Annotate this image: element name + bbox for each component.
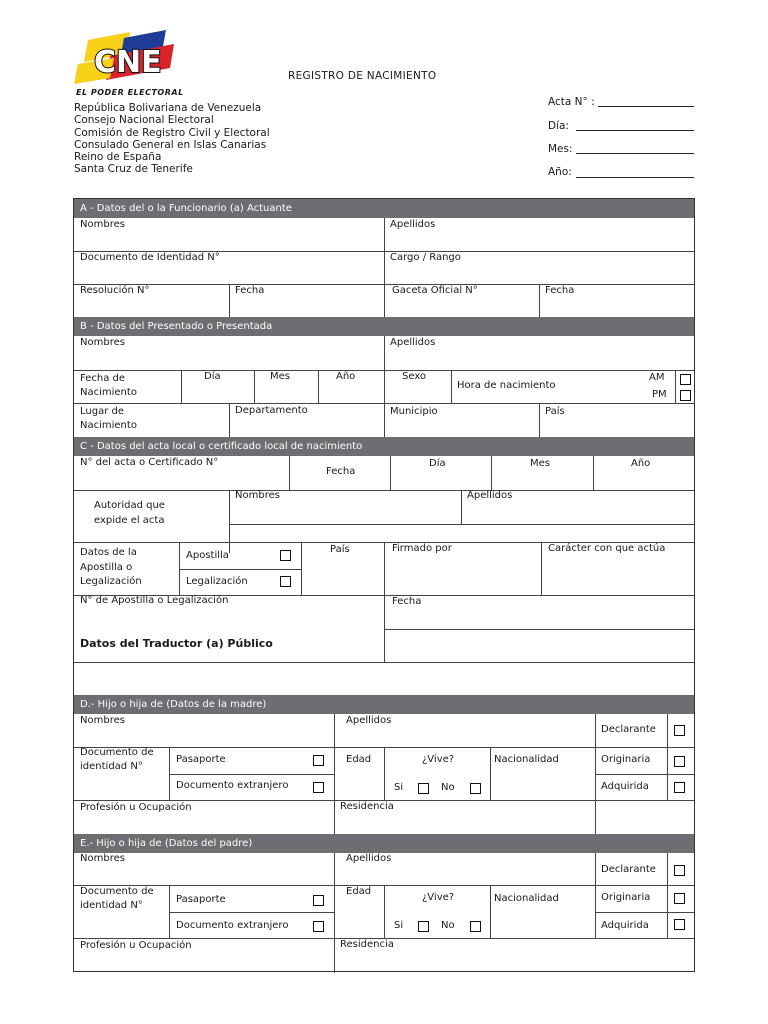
c-legalizacion-label: Legalización <box>186 576 248 587</box>
d-no-label: No <box>441 782 455 793</box>
institution-line: Comisión de Registro Civil y Electoral <box>74 126 270 139</box>
e-no-label: No <box>441 920 455 931</box>
institution-block <box>74 102 270 176</box>
b-municipio-field[interactable]: Municipio <box>390 406 438 417</box>
d-doc-label-2: identidad N° <box>80 761 143 772</box>
e-adquirida-checkbox[interactable] <box>674 919 685 930</box>
a-cargo-field[interactable]: Cargo / Rango <box>390 252 461 263</box>
c-traductor-field[interactable] <box>74 663 694 695</box>
d-nombres-field[interactable]: Nombres <box>80 715 125 726</box>
institution-line: Consejo Nacional Electoral <box>74 114 214 127</box>
c-dia-field[interactable]: Día <box>429 458 446 469</box>
a-fecha-gaceta-field[interactable]: Fecha <box>545 285 575 296</box>
a-documento-field[interactable]: Documento de Identidad N° <box>80 252 220 263</box>
logo-subtitle: EL PODER ELECTORAL <box>76 88 184 97</box>
c-autoridad-label-2: expide el acta <box>94 515 165 526</box>
a-apellidos-field[interactable]: Apellidos <box>390 219 436 230</box>
c-datos-label-2: Apostilla o <box>80 562 133 573</box>
c-pais-field[interactable]: País <box>330 544 350 555</box>
e-pasaporte-label: Pasaporte <box>176 894 226 905</box>
d-nacionalidad-label: Nacionalidad <box>494 754 559 765</box>
e-doc-extranjero-checkbox[interactable] <box>313 921 324 932</box>
c-datos-label-3: Legalización <box>80 576 142 587</box>
e-declarante-checkbox[interactable] <box>674 865 685 876</box>
acta-year-label: Año: <box>548 166 572 178</box>
d-profesion-field[interactable]: Profesión u Ocupación <box>80 802 192 813</box>
acta-year-field[interactable] <box>576 177 694 178</box>
d-si-label: Si <box>394 782 404 793</box>
institution-line: Consulado General en Islas Canarias <box>74 138 267 151</box>
registration-form <box>73 198 695 972</box>
c-datos-label-1: Datos de la <box>80 547 137 558</box>
e-originaria-label: Originaria <box>601 892 651 903</box>
section-c-header: C - Datos del acta local o certificado local de nacimiento <box>74 437 694 456</box>
document-title: REGISTRO DE NACIMIENTO <box>288 70 437 82</box>
e-pasaporte-checkbox[interactable] <box>313 895 324 906</box>
d-originaria-checkbox[interactable] <box>674 756 685 767</box>
c-firmado-field[interactable]: Firmado por <box>392 543 452 554</box>
d-declarante-checkbox[interactable] <box>674 725 685 736</box>
c-anio-field[interactable]: Año <box>631 458 651 469</box>
acta-number-field[interactable] <box>598 106 694 107</box>
c-autoridad-label-1: Autoridad que <box>94 500 165 511</box>
e-no-checkbox[interactable] <box>470 921 481 932</box>
d-adquirida-checkbox[interactable] <box>674 782 685 793</box>
e-profesion-field[interactable]: Profesión u Ocupación <box>80 940 192 951</box>
b-pm-checkbox[interactable] <box>680 390 691 401</box>
e-originaria-checkbox[interactable] <box>674 893 685 904</box>
d-pasaporte-checkbox[interactable] <box>313 755 324 766</box>
d-adquirida-label: Adquirida <box>601 781 649 792</box>
section-b-header: B - Datos del Presentado o Presentada <box>74 317 694 336</box>
acta-day-field[interactable] <box>576 130 694 131</box>
b-departamento-field[interactable]: Departamento <box>235 405 308 416</box>
e-vive-label: ¿Vive? <box>422 892 455 903</box>
e-nacionalidad-label: Nacionalidad <box>494 893 559 904</box>
d-apellidos-field[interactable]: Apellidos <box>346 715 392 726</box>
acta-day-label: Día: <box>548 120 569 132</box>
section-a-header: A - Datos del o la Funcionario (a) Actuante <box>74 199 694 218</box>
d-declarante-label: Declarante <box>601 724 656 735</box>
d-vive-label: ¿Vive? <box>422 754 455 765</box>
institution-line: Santa Cruz de Tenerife <box>74 163 193 176</box>
d-no-checkbox[interactable] <box>470 783 481 794</box>
c-traductor-heading: Datos del Traductor (a) Público <box>80 637 273 650</box>
b-am-label: AM <box>649 372 665 383</box>
acta-month-field[interactable] <box>576 153 694 154</box>
institution-line: Reino de España <box>74 151 162 164</box>
c-legalizacion-checkbox[interactable] <box>280 576 291 587</box>
b-fecha-label-2: Nacimiento <box>80 387 137 398</box>
e-residencia-field[interactable]: Residencia <box>340 939 394 950</box>
c-numero-apostilla-field[interactable]: N° de Apostilla o Legalización <box>80 595 229 606</box>
e-doc-extranjero-label: Documento extranjero <box>176 920 289 931</box>
e-si-label: Si <box>394 920 404 931</box>
e-nombres-field[interactable]: Nombres <box>80 853 125 864</box>
c-caracter-field[interactable]: Carácter con que actúa <box>548 543 666 554</box>
a-gaceta-field[interactable]: Gaceta Oficial N° <box>392 285 478 296</box>
acta-number-label: Acta N° : <box>548 96 595 108</box>
b-pais-field[interactable]: País <box>545 406 565 417</box>
c-fecha-apostilla-field[interactable]: Fecha <box>392 596 422 607</box>
c-numero-acta-field[interactable]: N° del acta o Certificado N° <box>80 457 219 468</box>
svg-text:CNE: CNE <box>94 45 162 80</box>
c-fecha-field[interactable]: Fecha <box>326 466 356 477</box>
d-doc-label-1: Documento de <box>80 747 154 758</box>
c-autoridad-apellidos-field[interactable]: Apellidos <box>467 490 513 501</box>
section-e-header: E.- Hijo o hija de (Datos del padre) <box>74 834 694 853</box>
institution-line: República Bolivariana de Venezuela <box>74 102 262 114</box>
c-autoridad-nombres-field[interactable]: Nombres <box>235 490 280 501</box>
d-doc-extranjero-checkbox[interactable] <box>313 782 324 793</box>
b-sexo-field[interactable]: Sexo <box>402 371 427 382</box>
b-hora-field[interactable]: Hora de nacimiento <box>457 380 556 391</box>
d-edad-field[interactable]: Edad <box>346 754 372 765</box>
b-lugar-label-2: Nacimiento <box>80 420 137 431</box>
d-residencia-field[interactable]: Residencia <box>340 801 394 812</box>
a-nombres-field[interactable]: Nombres <box>80 219 125 230</box>
b-nombres-field[interactable]: Nombres <box>80 337 125 348</box>
b-apellidos-field[interactable]: Apellidos <box>390 337 436 348</box>
b-am-checkbox[interactable] <box>680 374 691 385</box>
a-fecha-resolucion-field[interactable]: Fecha <box>235 285 265 296</box>
e-declarante-label: Declarante <box>601 864 656 875</box>
d-si-checkbox[interactable] <box>418 783 429 794</box>
d-originaria-label: Originaria <box>601 754 651 765</box>
c-apostilla-checkbox[interactable] <box>280 550 291 561</box>
e-apellidos-field[interactable]: Apellidos <box>346 853 392 864</box>
d-pasaporte-label: Pasaporte <box>176 754 226 765</box>
acta-month-label: Mes: <box>548 143 573 155</box>
b-lugar-label-1: Lugar de <box>80 406 124 417</box>
b-pm-label: PM <box>652 389 667 400</box>
section-d-header: D.- Hijo o hija de (Datos de la madre) <box>74 695 694 714</box>
b-dia-field[interactable]: Día <box>204 371 221 382</box>
a-resolucion-field[interactable]: Resolución N° <box>80 285 150 296</box>
e-edad-field[interactable]: Edad <box>346 886 372 897</box>
b-fecha-label-1: Fecha de <box>80 373 125 384</box>
d-doc-extranjero-label: Documento extranjero <box>176 780 289 791</box>
e-adquirida-label: Adquirida <box>601 920 649 931</box>
c-apostilla-label: Apostilla <box>186 550 229 561</box>
b-anio-field[interactable]: Año <box>336 371 356 382</box>
e-si-checkbox[interactable] <box>418 921 429 932</box>
c-mes-field[interactable]: Mes <box>530 458 550 469</box>
e-doc-label-2: identidad N° <box>80 900 143 911</box>
b-mes-field[interactable]: Mes <box>270 371 290 382</box>
e-doc-label-1: Documento de <box>80 886 154 897</box>
